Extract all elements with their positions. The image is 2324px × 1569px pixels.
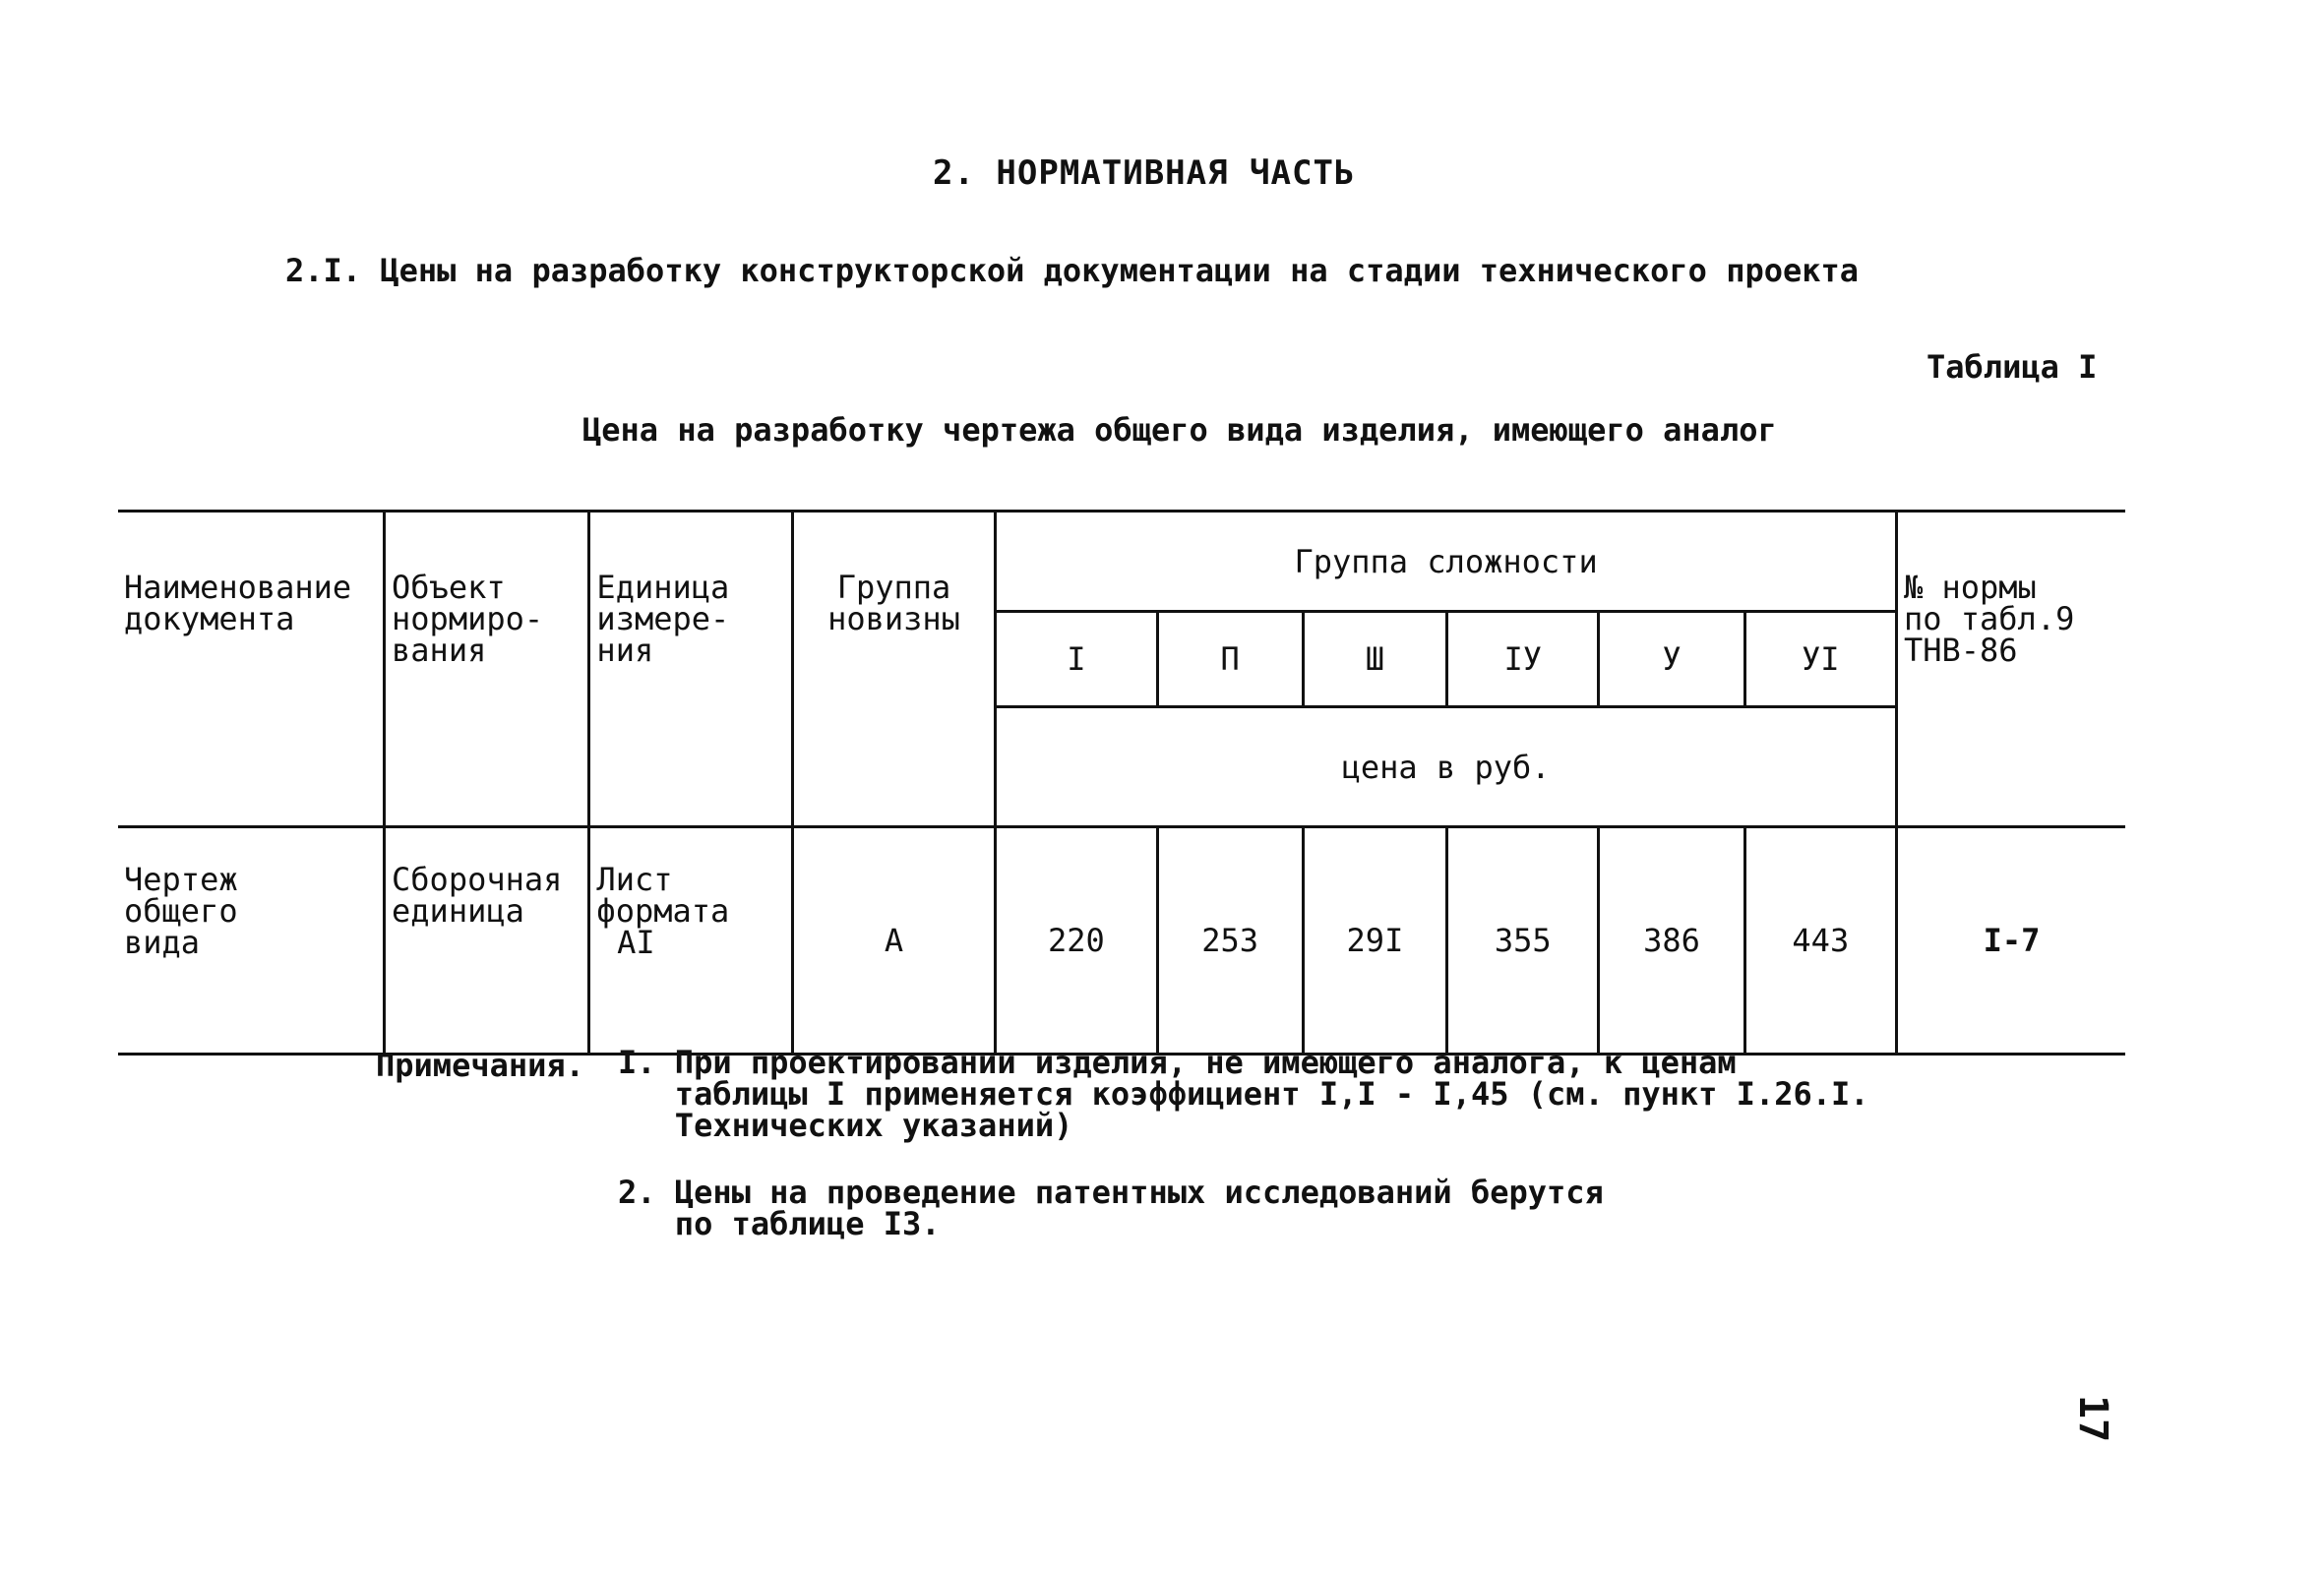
header-unit: Единица измере- ния (589, 512, 792, 827)
complexity-level: Ш (1303, 612, 1446, 707)
price-cell: 443 (1744, 827, 1896, 1055)
price-unit: цена в руб. (996, 707, 1897, 827)
row-doc-name: Чертеж общего вида (118, 827, 385, 1055)
row-norm-ref: I-7 (1896, 827, 2125, 1055)
header-doc-name: Наименование документа (118, 512, 385, 827)
header-norm-ref: № нормы по табл.9 ТНВ-86 (1896, 512, 2125, 827)
table-label: Таблица I (1926, 348, 2098, 386)
complexity-level: П (1157, 612, 1303, 707)
price-cell: 253 (1157, 827, 1303, 1055)
row-object: Сборочная единица (385, 827, 589, 1055)
row-unit: Лист формата АI (589, 827, 792, 1055)
note-1: I. При проектировании изделия, не имеющего аналога, к ценам таблицы I применяется коэффициент I,I - I,45 (см. пункт I.26.I. Технических указаний) (618, 1044, 1869, 1144)
section-title: 2. НОРМАТИВНАЯ ЧАСТЬ (933, 153, 1356, 193)
page-number: 17 (2070, 1395, 2115, 1443)
complexity-level: У (1599, 612, 1744, 707)
header-object: Объект нормиро- вания (385, 512, 589, 827)
table-caption: Цена на разработку чертежа общего вида изделия, имеющего аналог (582, 411, 1777, 449)
price-cell: 386 (1599, 827, 1744, 1055)
price-cell: 355 (1447, 827, 1599, 1055)
price-table (118, 510, 2125, 1056)
note-2: 2. Цены на проведение патентных исследований берутся по таблице I3. (618, 1174, 1604, 1242)
complexity-level: УI (1744, 612, 1896, 707)
header-complexity: Группа сложности (996, 512, 1897, 612)
notes-label: Примечания. (376, 1047, 584, 1084)
header-novelty: Группа новизны (792, 512, 995, 827)
row-novelty: А (792, 827, 995, 1055)
price-cell: 220 (996, 827, 1157, 1055)
price-cell: 29I (1303, 827, 1446, 1055)
complexity-level: I (996, 612, 1157, 707)
subsection-title: 2.I. Цены на разработку конструкторской документации на стадии технического проекта (285, 252, 1860, 289)
complexity-level: IУ (1447, 612, 1599, 707)
